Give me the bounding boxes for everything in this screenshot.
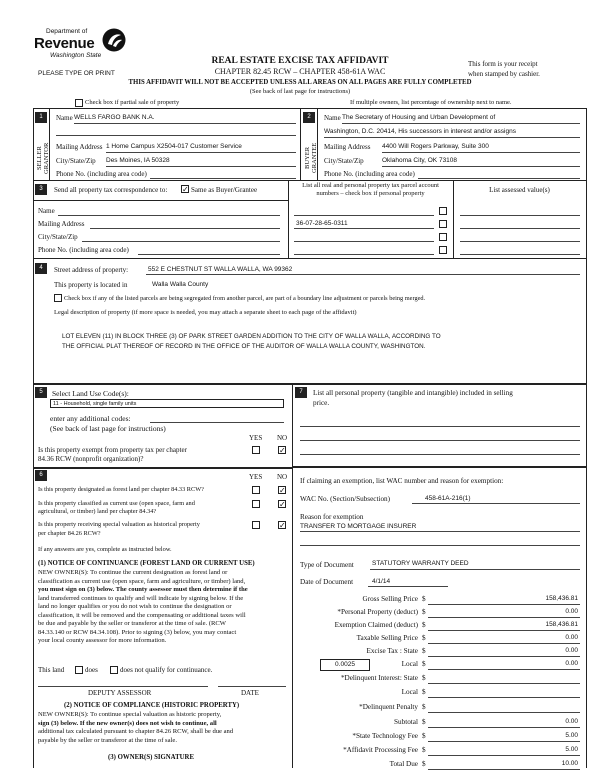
see-back-land-use: (See back of last page for instructions) (50, 424, 166, 433)
personal-property-label-2: price. (313, 399, 330, 407)
seller-mailing-label: Mailing Address (56, 143, 103, 151)
field-underline (370, 569, 580, 570)
field-underline (300, 454, 580, 455)
receipt-line-1: This form is your receipt (468, 60, 538, 68)
buyer-name-label: Name (324, 114, 341, 122)
forest-yes-checkbox[interactable] (252, 486, 260, 494)
segregated-label: Check box if any of the listed parcels are being segregated from another parcel, are part of a boundary line adjustment or parcels being merged. (64, 295, 426, 302)
divider (292, 466, 586, 468)
does-not-checkbox[interactable] (110, 666, 118, 674)
yes-header: YES (249, 434, 263, 442)
assessed-underline (460, 228, 580, 229)
field-underline (428, 697, 580, 698)
section-5-number: 5 (35, 387, 47, 398)
reason-label: Reason for exemption (300, 513, 364, 521)
field-underline (428, 741, 580, 742)
buyer-phone-label: Phone No. (including area code) (324, 170, 415, 178)
field-underline (150, 422, 284, 423)
reason-value[interactable]: TRANSFER TO MORTGAGE INSURER (300, 523, 417, 530)
row-value[interactable]: 5.00 (565, 746, 578, 753)
doc-date-value[interactable]: 4/1/14 (372, 578, 391, 585)
seller-city-label: City/State/Zip (56, 157, 96, 165)
exempt-yes-checkbox[interactable] (252, 446, 260, 454)
assessor-signature-line (38, 686, 208, 687)
field-underline (428, 683, 580, 684)
field-underline (56, 135, 296, 136)
historic-question-1: Is this property receiving special valuation as historical property (38, 521, 200, 528)
please-type: PLEASE TYPE OR PRINT (38, 70, 115, 77)
field-underline (382, 166, 580, 167)
row-currency: $ (422, 634, 426, 642)
buyer-side-label: BUYER GRANTEE (304, 142, 318, 174)
divider (586, 383, 587, 768)
row-currency: $ (422, 732, 426, 740)
field-underline (428, 617, 580, 618)
seller-side-label: SELLER GRANTOR (36, 142, 50, 174)
corr-city-label: City/State/Zip (38, 233, 78, 241)
assessed-underline (460, 215, 580, 216)
parcel-header-1: List all real and personal property tax parcel account (302, 182, 439, 189)
form-title: REAL ESTATE EXCISE TAX AFFIDAVIT (211, 56, 389, 66)
notice-1-line: 84.33.140 or RCW 84.34.108). Prior to signing (3) below, you may contact (38, 628, 237, 636)
same-as-buyer-label: Same as Buyer/Grantee (191, 186, 258, 194)
row-currency: $ (422, 621, 426, 629)
section-1-number: 1 (35, 112, 47, 123)
row-currency: $ (422, 660, 426, 668)
parcel-number[interactable]: 36-07-28-65-0311 (296, 220, 348, 227)
field-underline (150, 178, 296, 179)
legal-line-2[interactable]: THE OFFICIAL PLAT THEREOF OF RECORD IN THE OFFICE OF THE AUDITOR OF WALLA WALLA COUNTY, WASHINGTON. (62, 343, 426, 350)
land-use-select[interactable]: 11 - Household, single family units (50, 399, 284, 408)
parcel-personal-checkbox[interactable] (439, 207, 447, 215)
section-6-number: 6 (35, 470, 47, 481)
notice-2-line: additional tax calculated pursuant to chapter 84.26 RCW, shall be due and (38, 728, 234, 735)
completion-warning: THIS AFFIDAVIT WILL NOT BE ACCEPTED UNLESS ALL AREAS ON ALL PAGES ARE FULLY COMPLETED (128, 79, 472, 86)
row-value[interactable]: 158,436.81 (545, 621, 578, 628)
section-2-number: 2 (303, 112, 315, 123)
land-use-label: Select Land Use Code(s): (52, 389, 129, 398)
current-use-question-2: agricultural, or timber) land per chapter 84.34? (38, 508, 157, 515)
field-underline (300, 531, 580, 532)
form-statute: CHAPTER 82.45 RCW – CHAPTER 458-61A WAC (214, 67, 386, 76)
seller-name-label: Name (56, 114, 73, 122)
located-label: This property is located in (54, 281, 128, 289)
row-label: Gross Selling Price (362, 595, 418, 603)
field-underline (90, 228, 280, 229)
current-use-question-1: Is this property classified as current use (open space, farm and (38, 500, 195, 507)
row-currency: $ (422, 688, 426, 696)
divider (33, 200, 288, 201)
notice-1-line: you must sign on (3) below. The county assessor must then determine if the (38, 586, 248, 593)
segregated-checkbox[interactable] (54, 294, 62, 302)
exempt-no-checkbox[interactable]: ✓ (279, 446, 286, 455)
exempt-question-2: 84.36 RCW (nonprofit organization)? (38, 455, 144, 463)
divider (300, 108, 301, 180)
field-underline (428, 630, 580, 631)
field-underline (382, 152, 580, 153)
parcel-underline (294, 215, 434, 216)
same-as-buyer-checkbox[interactable]: ✓ (182, 185, 189, 194)
partial-sale-label: Check box if partial sale of property (85, 99, 180, 106)
row-value[interactable]: 0.00 (565, 608, 578, 615)
divider (33, 108, 34, 398)
exemption-label: If claiming an exemption, list WAC number and reason for exemption: (300, 477, 504, 485)
row-currency: $ (422, 746, 426, 754)
seller-phone-label: Phone No. (including area code) (56, 170, 147, 178)
local-rate-box[interactable]: 0.0025 (320, 659, 370, 671)
logo-mark-icon (101, 27, 127, 53)
any-yes-note: If any answers are yes, complete as instructed below. (38, 546, 172, 553)
located-county[interactable]: Walla Walla County (152, 281, 209, 288)
see-back-note: (See back of last page for instructions) (249, 88, 351, 95)
field-underline (146, 274, 580, 275)
this-land-label: This land (38, 666, 65, 674)
field-underline (342, 123, 580, 124)
additional-codes-label: enter any additional codes: (50, 414, 131, 423)
seller-mailing[interactable]: 1 Home Campus X2504-017 Customer Service (106, 143, 242, 150)
row-label: Local (401, 660, 418, 668)
field-underline (300, 426, 580, 427)
notice-1-line: classification as current use (open space, farm and agriculture, or timber) land, (38, 577, 246, 585)
divider (33, 108, 586, 109)
row-label: Total Due (389, 760, 418, 768)
field-underline (300, 545, 580, 546)
corr-mailing-label: Mailing Address (38, 220, 85, 228)
does-not-label: does not qualify for continuance. (120, 666, 213, 674)
historic-yes-checkbox[interactable] (252, 521, 260, 529)
does-checkbox[interactable] (75, 666, 83, 674)
row-currency: $ (422, 674, 426, 682)
divider (33, 258, 586, 259)
divider (33, 467, 292, 469)
parcel-personal-checkbox[interactable] (439, 220, 447, 228)
seller-city[interactable]: Des Moines, IA 50328 (106, 157, 170, 164)
notice-2-line: payable by the seller or transferor at the time of sale. (38, 736, 177, 744)
divider (33, 383, 34, 768)
street-address[interactable]: 552 E CHESTNUT ST WALLA WALLA, WA 99362 (148, 266, 293, 273)
notice-1-line: be due and payable by the seller or transferor at the time of sale. (RCW (38, 620, 227, 627)
divider (292, 383, 293, 768)
notice-2-line: NEW OWNER(S): To continue special valuation as historic property, (38, 711, 222, 718)
corr-name-label: Name (38, 207, 55, 215)
notice-1-line: classification, it will be removed and the compensating or additional taxes will (38, 611, 246, 619)
buyer-name-1[interactable]: The Secretary of Housing and Urban Development of (342, 114, 496, 121)
historic-question-2: per chapter 84.26 RCW? (38, 530, 101, 537)
row-label: Local (401, 688, 418, 696)
tax-table (296, 595, 584, 771)
section-4-number: 4 (35, 263, 47, 274)
send-correspondence-label: Send all property tax correspondence to: (54, 186, 168, 194)
field-underline (428, 669, 580, 670)
row-label: *Affidavit Processing Fee (343, 746, 418, 754)
date-label: DATE (241, 689, 259, 697)
forest-no-checkbox[interactable]: ✓ (279, 486, 286, 495)
field-underline (324, 137, 580, 138)
parcel-underline (294, 228, 434, 229)
notice-2-line: sign (3) below. If the new owner(s) does not wish to continue, all (38, 719, 217, 727)
legal-label: Legal description of property (if more space is needed, you may attach a separate sheet to each page of the affidavit) (54, 309, 357, 316)
field-underline (82, 241, 280, 242)
parcel-personal-checkbox[interactable] (439, 233, 447, 241)
section-7-number: 7 (295, 387, 307, 398)
field-underline (368, 586, 448, 587)
row-label: Taxable Selling Price (356, 634, 418, 642)
row-value[interactable]: 158,436.81 (545, 595, 578, 602)
divider (33, 180, 586, 181)
row-label: *Personal Property (deduct) (337, 608, 418, 616)
parcel-underline (294, 241, 434, 242)
logo-department: Department of (46, 28, 88, 35)
parcel-underline (294, 254, 434, 255)
current-use-yes-checkbox[interactable] (252, 500, 260, 508)
row-currency: $ (422, 703, 426, 711)
wac-number[interactable]: 458-61A-216(1) (425, 495, 471, 502)
row-value[interactable]: 0.00 (565, 634, 578, 641)
personal-property-label-1: List all personal property (tangible and intangible) included in selling (313, 389, 513, 397)
field-underline (428, 769, 580, 770)
field-underline (412, 503, 580, 504)
doc-type-label: Type of Document (300, 561, 354, 569)
divider (33, 383, 586, 385)
notice-1-title: (1) NOTICE OF CONTINUANCE (FOREST LAND OR CURRENT USE) (38, 560, 255, 567)
field-underline (428, 727, 580, 728)
row-value[interactable]: 0.00 (565, 647, 578, 654)
row-label: *State Technology Fee (352, 732, 418, 740)
deputy-assessor-label: DEPUTY ASSESSOR (88, 689, 152, 697)
parcel-personal-checkbox[interactable] (439, 246, 447, 254)
assessor-date-line (218, 686, 286, 687)
buyer-name-2[interactable]: Washington, D.C. 20414, His successors in interest and/or assigns (324, 128, 516, 135)
notice-2-title: (2) NOTICE OF COMPLIANCE (HISTORIC PROPERTY) (64, 702, 240, 709)
row-currency: $ (422, 760, 426, 768)
field-underline (300, 440, 580, 441)
does-label: does (85, 666, 98, 674)
field-underline (74, 123, 296, 124)
assessed-underline (460, 254, 580, 255)
field-underline (428, 643, 580, 644)
row-label: *Delinquent Penalty (359, 703, 418, 711)
notice-1-line: your local county assessor for more information. (38, 637, 167, 644)
field-underline (138, 254, 280, 255)
notice-1-line: NEW OWNER(S): To continue the current designation as forest land or (38, 569, 228, 576)
seller-name[interactable]: WELLS FARGO BANK N.A. (74, 114, 155, 121)
buyer-city-label: City/State/Zip (324, 157, 364, 165)
notice-3-title: (3) OWNER(S) SIGNATURE (108, 754, 194, 761)
no-header: NO (277, 434, 288, 442)
row-value[interactable]: 10.00 (561, 760, 578, 767)
no-header: NO (277, 473, 288, 481)
corr-phone-label: Phone No. (including area code) (38, 246, 129, 254)
doc-type-value[interactable]: STATUTORY WARRANTY DEED (372, 560, 469, 567)
field-underline (428, 755, 580, 756)
logo-revenue: Revenue (34, 35, 95, 52)
row-currency: $ (422, 608, 426, 616)
receipt-line-2: when stamped by cashier. (468, 70, 540, 78)
row-label: *Delinquent Interest: State (340, 674, 418, 682)
section-3-number: 3 (35, 184, 47, 195)
row-label: Exemption Claimed (deduct) (334, 621, 418, 629)
row-value[interactable]: 5.00 (565, 732, 578, 739)
row-value[interactable]: 0.00 (565, 718, 578, 725)
yes-header: YES (249, 473, 263, 481)
partial-sale-checkbox[interactable] (75, 99, 83, 107)
buyer-city[interactable]: Oklahoma City, OK 73108 (382, 157, 458, 164)
notice-1-line: land transferred continues to qualify and will indicate by signing below. If the (38, 594, 244, 602)
assessed-header: List assessed value(s) (489, 186, 550, 194)
current-use-no-checkbox[interactable]: ✓ (279, 500, 286, 509)
field-underline (418, 178, 580, 179)
doc-date-label: Date of Document (300, 578, 354, 586)
row-label: Excise Tax : State (366, 647, 418, 655)
exempt-question-1: Is this property exempt from property tax per chapter (38, 446, 187, 454)
field-underline (106, 166, 296, 167)
wac-label: WAC No. (Section/Subsection) (300, 495, 391, 503)
logo-washington: Washington State (50, 52, 102, 59)
divider (586, 108, 587, 398)
row-label: Subtotal (394, 718, 418, 726)
dor-logo (34, 28, 134, 66)
multiple-owners-note: If multiple owners, list percentage of ownership next to name. (350, 99, 512, 106)
buyer-mailing[interactable]: 4400 Will Rogers Parkway, Suite 300 (382, 143, 489, 150)
row-currency: $ (422, 595, 426, 603)
field-underline (428, 604, 580, 605)
field-underline (428, 656, 580, 657)
notice-2-body (38, 711, 290, 745)
notice-1-line: land no longer qualifies or you do not wish to continue the designation or (38, 603, 232, 610)
field-underline (106, 152, 296, 153)
notice-1-body (38, 569, 290, 646)
street-label: Street address of property: (54, 266, 129, 274)
forest-question: Is this property designated as forest land per chapter 84.33 RCW? (38, 486, 204, 493)
field-underline (58, 215, 280, 216)
row-currency: $ (422, 647, 426, 655)
legal-line-1[interactable]: LOT ELEVEN (11) IN BLOCK THREE (3) OF PARK STREET GARDEN ADDITION TO THE CITY OF WALLA WALLA, ACCORDING TO (62, 333, 441, 340)
assessed-underline (460, 241, 580, 242)
row-currency: $ (422, 718, 426, 726)
row-value[interactable]: 0.00 (565, 660, 578, 667)
parcel-header-2: numbers – check box if personal property (316, 190, 425, 197)
historic-no-checkbox[interactable]: ✓ (279, 521, 286, 530)
field-underline (428, 712, 580, 713)
buyer-mailing-label: Mailing Address (324, 143, 371, 151)
